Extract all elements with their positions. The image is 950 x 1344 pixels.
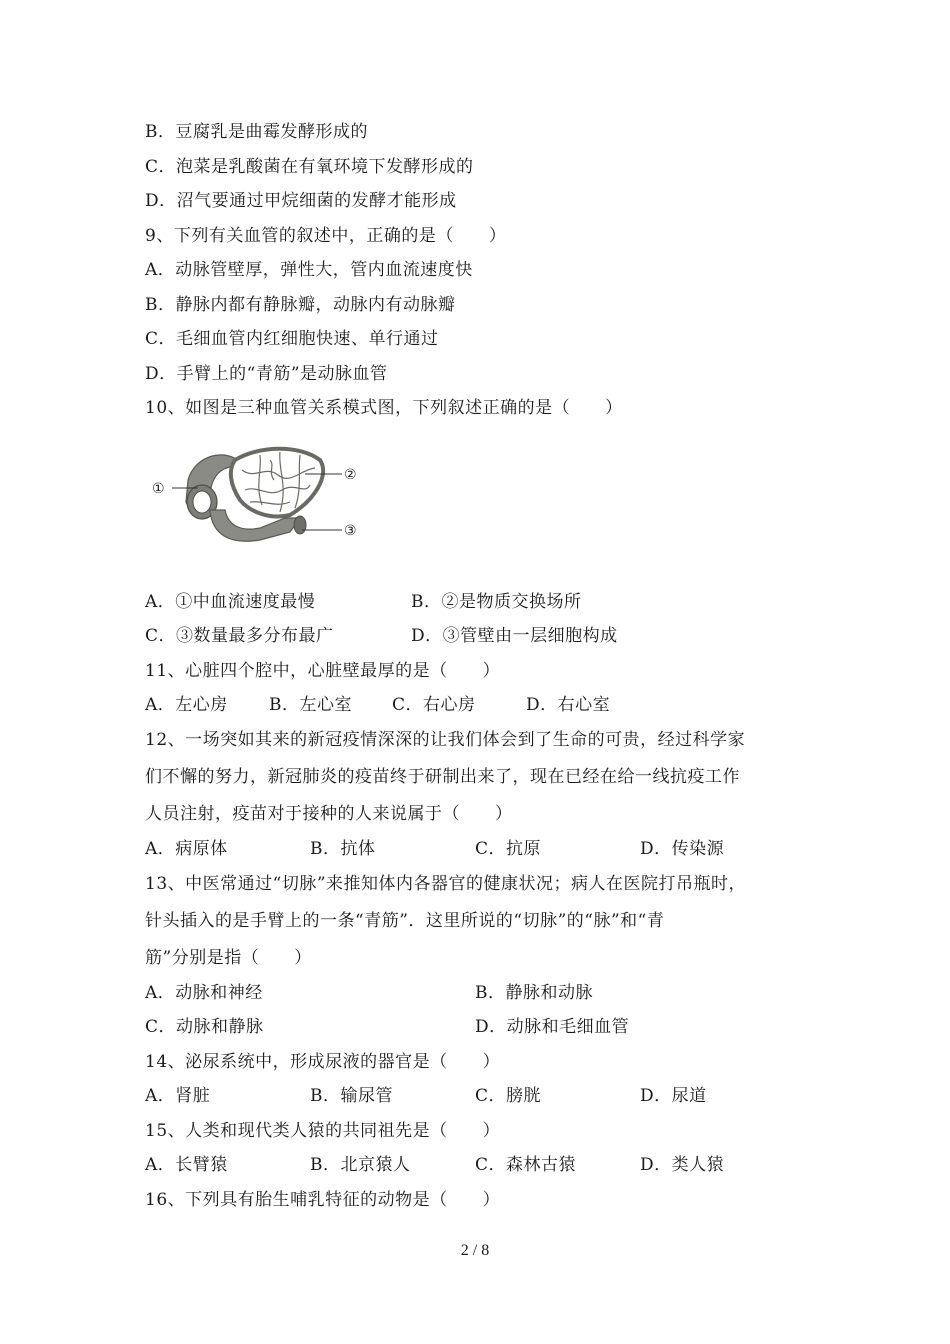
q9-option-c: C．毛细血管内红细胞快速、单行通过 xyxy=(145,329,439,349)
q12-stem-line1: 12、一场突如其来的新冠疫情深深的让我们体会到了生命的可贵，经过科学家 xyxy=(145,730,746,750)
q14-option-b: B．输尿管 xyxy=(310,1086,393,1106)
q11-option-c: C．右心房 xyxy=(392,695,476,715)
q11-option-a: A．左心房 xyxy=(145,695,228,715)
q12-stem-line2: 们不懈的努力，新冠肺炎的疫苗终于研制出来了，现在已经在给一线抗疫工作 xyxy=(145,767,740,787)
q12-option-d: D．传染源 xyxy=(640,839,725,859)
q16-stem: 16、下列具有胎生哺乳特征的动物是（ ） xyxy=(145,1190,501,1210)
blood-vessel-svg xyxy=(150,440,370,555)
q14-option-c: C．膀胱 xyxy=(475,1086,542,1106)
q13-option-c: C．动脉和静脉 xyxy=(145,1017,264,1037)
label-1: ① xyxy=(152,481,165,497)
q10-stem: 10、如图是三种血管关系模式图，下列叙述正确的是（ ） xyxy=(145,398,623,418)
q13-stem-line3: 筋”分别是指（ ） xyxy=(145,948,312,968)
q13-stem-line2: 针头插入的是手臂上的一条“青筋”．这里所说的“切脉”的“脉”和“青 xyxy=(145,911,665,931)
vein-end xyxy=(294,516,306,534)
q12-option-b: B．抗体 xyxy=(310,839,376,859)
label-2: ② xyxy=(344,467,357,483)
q15-option-a: A．长臂猿 xyxy=(145,1155,228,1175)
q15-stem: 15、人类和现代类人猿的共同祖先是（ ） xyxy=(145,1121,501,1141)
q15-option-d: D．类人猿 xyxy=(640,1155,725,1175)
q10-option-c: C．③数量最多分布最广 xyxy=(145,626,334,646)
q8-option-c: C．泡菜是乳酸菌在有氧环境下发酵形成的 xyxy=(145,157,474,177)
q10-option-b: B．②是物质交换场所 xyxy=(411,592,582,612)
page-number: 2 / 8 xyxy=(460,1242,490,1259)
q10-option-a: A．①中血流速度最慢 xyxy=(145,592,316,612)
q12-option-a: A．病原体 xyxy=(145,839,228,859)
q14-option-d: D．尿道 xyxy=(640,1086,707,1106)
q15-option-c: C．森林古猿 xyxy=(475,1155,577,1175)
q13-option-d: D．动脉和毛细血管 xyxy=(475,1017,630,1037)
q9-option-d: D．手臂上的“青筋”是动脉血管 xyxy=(145,364,388,384)
artery-lumen xyxy=(193,491,211,513)
q15-option-b: B．北京猿人 xyxy=(310,1155,411,1175)
capillary-bed xyxy=(231,449,323,517)
q9-option-b: B．静脉内都有静脉瓣，动脉内有动脉瓣 xyxy=(145,295,456,315)
q9-option-a: A．动脉管壁厚，弹性大，管内血流速度快 xyxy=(145,260,473,280)
q8-option-b: B．豆腐乳是曲霉发酵形成的 xyxy=(145,122,368,142)
q10-option-d: D．③管壁由一层细胞构成 xyxy=(411,626,618,646)
q14-option-a: A．肾脏 xyxy=(145,1086,211,1106)
q11-stem: 11、心脏四个腔中，心脏壁最厚的是（ ） xyxy=(145,661,501,681)
blood-vessel-diagram xyxy=(150,440,370,555)
q13-option-b: B．静脉和动脉 xyxy=(475,983,593,1003)
q12-stem-line3: 人员注射，疫苗对于接种的人来说属于（ ） xyxy=(145,804,513,824)
q13-option-a: A．动脉和神经 xyxy=(145,983,263,1003)
q13-stem-line1: 13、中医常通过“切脉”来推知体内各器官的健康状况；病人在医院打吊瓶时， xyxy=(145,874,747,894)
q11-option-d: D．右心室 xyxy=(526,695,611,715)
q12-option-c: C．抗原 xyxy=(475,839,542,859)
q11-option-b: B．左心室 xyxy=(269,695,352,715)
q9-stem: 9、下列有关血管的叙述中，正确的是（ ） xyxy=(145,226,507,246)
label-3: ③ xyxy=(344,523,357,539)
q14-stem: 14、泌尿系统中，形成尿液的器官是（ ） xyxy=(145,1052,501,1072)
q8-option-d: D．沼气要通过甲烷细菌的发酵才能形成 xyxy=(145,191,457,211)
